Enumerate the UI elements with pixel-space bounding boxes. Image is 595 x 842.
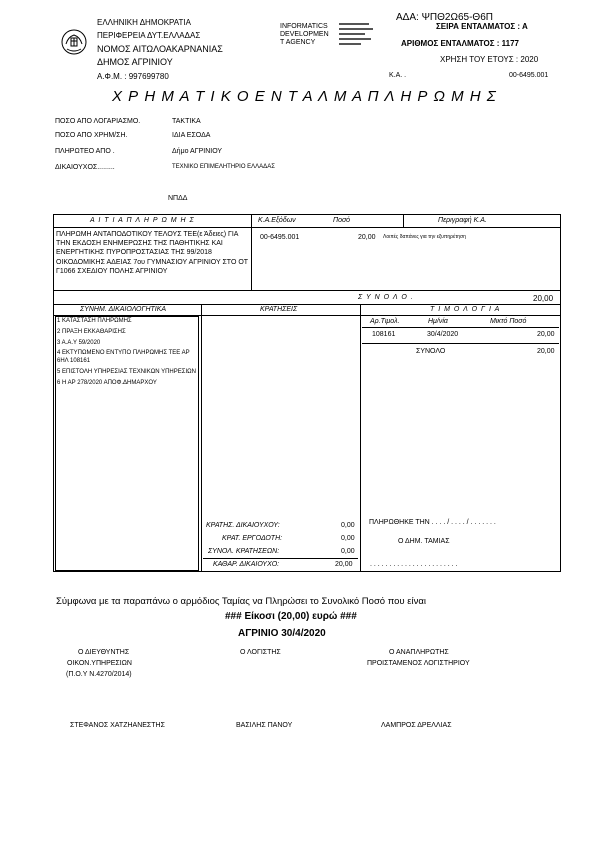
totals-value: 0,00 <box>341 535 355 542</box>
field-value: ΤΑΚΤΙΚΑ <box>172 118 201 125</box>
field-label: ΔΙΚΑΙΟΥΧΟΣ......... <box>55 164 115 171</box>
paid-date-line: ΠΛΗΡΩΘΗΚΕ ΤΗΝ . . . . / . . . . / . . . . . . . <box>369 519 496 526</box>
list-item: 3 Α.Α.Υ 59/2020 <box>57 339 101 346</box>
org-line: ΠΕΡΙΦΕΡΕΙΑ ΔΥΤ.ΕΛΛΑΔΑΣ <box>97 31 201 40</box>
director-title: (Π.Ο.Υ Ν.4270/2014) <box>66 671 132 678</box>
amount-header: Ποσό <box>333 217 351 224</box>
company-line: T AGENCY <box>280 39 316 46</box>
fiscal-year: ΧΡΗΣΗ ΤΟΥ ΕΤΟΥΣ : 2020 <box>440 55 539 64</box>
field-value: ΤΕΧΝΙΚΟ ΕΠΙΜΕΛΗΤΗΡΙΟ ΕΛΛΑΔΑΣ <box>172 164 275 170</box>
ka-label: Κ.Α. . <box>389 72 407 79</box>
treasurer-label: Ο ΔΗΜ. ΤΑΜΙΑΣ <box>398 538 450 545</box>
totals-value: 20,00 <box>335 561 353 568</box>
order-number: ΑΡΙΘΜΟΣ ΕΝΤΑΛΜΑΤΟΣ : 1177 <box>401 39 519 48</box>
totals-value: 0,00 <box>341 522 355 529</box>
signatory-name: ΣΤΕΦΑΝΟΣ ΧΑΤΖΗΑΝΕΣΤΗΣ <box>70 722 165 729</box>
invoice-number: 108161 <box>372 331 396 338</box>
list-item: 4 ΕΚΤΥΠΩΜΕΝΟ ΕΝΤΥΠΟ ΠΛΗΡΩΜΗΣ ΤΕΕ ΑΡ 6ΗΛ 108161 <box>57 350 190 365</box>
payment-cause: ΠΛΗΡΩΜΗ ΑΝΤΑΠΟΔΟΤΙΚΟΥ ΤΕΛΟΥΣ ΤΕΕ(ε Άδειες) ΓΙΑ ΤΗΝ ΕΚΔΟΣΗ ΕΝΗΜΕΡΩΣΗΣ ΤΗΣ ΠΑΘΗΤΙΚΗΣ ΚΑΙ ΕΝΕΡΓΗΤΙΚΗΣ ΠΥΡΟΠΡΟΣΤΑΣΙΑΣ ΤΗΣ 99/2018 ΟΙΚΟΔΟΜΙΚΗΣ ΑΔΕΙΑΣ 7ου ΓΥΜΝΑΣΙΟΥ ΑΓΡΙΝΙΟΥ ΣΤΟ ΟΤ Γ1066 ΣΧΕΔΙΟΥ ΠΟΛΗΣ ΑΓΡΙΝΙΟΥ <box>56 231 248 275</box>
docs-items <box>57 318 197 388</box>
ada-number: ΑΔΑ: ΨΠΘ2Ω65-Θ6Π <box>396 12 493 23</box>
amount-in-words: ### Είκοσι (20,00) ευρώ ### <box>225 611 357 622</box>
deputy-title: Ο ΑΝΑΠΛΗΡΩΤΗΣ <box>389 649 449 656</box>
treasurer-signature-line: . . . . . . . . . . . . . . . . . . . . . . . <box>370 561 458 568</box>
director-title: ΟΙΚΟΝ.ΥΠΗΡΕΣΙΩΝ <box>67 660 132 667</box>
invoice-total-value: 20,00 <box>537 348 555 355</box>
description-header: Περιγραφή Κ.Α. <box>438 217 487 224</box>
field-label: ΠΛΗΡΩΤΕΟ ΑΠΟ . <box>55 148 115 155</box>
list-item: 1 ΚΑΤΑΣΤΑΣΗ ΠΛΗΡΩΜΗΣ <box>57 318 132 324</box>
deputy-title: ΠΡΟΙΣΤΑΜΕΝΟΣ ΛΟΓΙΣΤΗΡΙΟΥ <box>367 660 470 667</box>
invoice-col-amount: Μικτό Ποσό <box>490 318 527 325</box>
field-label: ΠΟΣΟ ΑΠΟ ΛΟΓΑΡΙΑΣΜΟ. <box>55 118 141 125</box>
place-date: ΑΓΡΙΝΙΟ 30/4/2020 <box>238 628 326 639</box>
series: ΣΕΙΡΑ ΕΝΤΑΛΜΑΤΟΣ : Α <box>436 22 528 31</box>
signatory-name: ΛΑΜΠΡΟΣ ΔΡΕΛΛΙΑΣ <box>381 722 452 729</box>
invoices-header: Τ Ι Μ Ο Λ Ο Γ Ι Α <box>430 306 501 313</box>
field-value: ΙΔΙΑ ΕΣΟΔΑ <box>172 132 211 139</box>
list-item: 5 ΕΠΙΣΤΟΛΗ ΥΠΗΡΕΣΙΑΣ ΤΕΧΝΙΚΩΝ ΥΠΗΡΕΣΙΩΝ <box>57 368 196 375</box>
payment-statement: Σύμφωνα με τα παραπάνω ο αρμόδιος Ταμίας να Πληρώσει το Συνολικό Ποσό που είναι <box>56 596 426 607</box>
ka-value: 00-6495.001 <box>509 72 549 79</box>
invoice-total-label: ΣΥΝΟΛΟ <box>416 348 446 355</box>
list-item: 2 ΠΡΑΞΗ ΕΚΚΑΘΑΡΙΣΗΣ <box>57 328 126 335</box>
row-description: Λοιπές δαπάνες για την εξυπηρέτηση <box>383 234 466 240</box>
total-value: 20,00 <box>533 294 554 303</box>
row-amount: 20,00 <box>358 234 376 241</box>
invoice-col-number: Αρ.Τιμολ. <box>370 318 400 325</box>
org-line: ΝΟΜΟΣ ΑΙΤΩΛΟΑΚΑΡΝΑΝΙΑΣ <box>97 44 223 54</box>
greek-emblem-icon <box>60 28 88 56</box>
field-label: ΠΟΣΟ ΑΠΟ ΧΡΗΜ/ΣΗ. <box>55 132 128 139</box>
totals-label: ΚΑΘΑΡ. ΔΙΚΑΙΟΥΧΟ: <box>213 561 280 568</box>
row-ka: 00-6495.001 <box>260 234 300 241</box>
totals-label: ΣΥΝΟΛ. ΚΡΑΤΗΣΕΩΝ: <box>208 548 280 555</box>
ka-header: Κ.Α.Εξόδων <box>258 217 296 224</box>
page-title: Χ Ρ Η Μ Α Τ Ι Κ Ο Ε Ν Τ Α Λ Μ Α Π Λ Η Ρ Ω Μ Η Σ <box>112 88 497 105</box>
invoice-col-date: Ημ/νία <box>428 318 448 325</box>
npdd-label: ΝΠΔΔ <box>168 195 188 202</box>
totals-value: 0,00 <box>341 548 355 555</box>
invoice-date: 30/4/2020 <box>427 331 459 338</box>
accountant-title: Ο ΛΟΓΙΣΤΗΣ <box>240 649 281 656</box>
org-line: ΕΛΛΗΝΙΚΗ ΔΗΜΟΚΡΑΤΙΑ <box>97 18 191 27</box>
director-title: Ο ΔΙΕΥΘΥΝΤΗΣ <box>78 649 130 656</box>
total-label: Σ Υ Ν Ο Λ Ο . <box>358 294 414 301</box>
company-logo-icon <box>339 22 375 48</box>
list-item: 6 Η ΑΡ 278/2020 ΑΠΟΦ.ΔΗΜΑΡΧΟΥ <box>57 379 157 386</box>
field-value: Δήμο ΑΓΡΙΝΙΟΥ <box>172 148 223 155</box>
signatory-name: ΒΑΣΙΛΗΣ ΠΑΝΟΥ <box>236 722 293 729</box>
company-line: INFORMATICS <box>280 23 328 30</box>
invoice-amount: 20,00 <box>537 331 555 338</box>
company-line: DEVELOPMEN <box>280 31 329 38</box>
org-line: ΔΗΜΟΣ ΑΓΡΙΝΙΟΥ <box>97 57 173 67</box>
cause-header: Α Ι Τ Ι Α Π Λ Η Ρ Ω Μ Η Σ <box>90 217 195 224</box>
totals-label: ΚΡΑΤ. ΕΡΓΟΔΟΤΗ: <box>222 535 283 542</box>
deductions-header: ΚΡΑΤΗΣΕΙΣ <box>260 306 298 313</box>
afm: Α.Φ.Μ. : 997699780 <box>97 72 169 81</box>
totals-label: ΚΡΑΤΗΣ. ΔΙΚΑΙΟΥΧΟΥ: <box>206 522 280 529</box>
docs-header: ΣΥΝΗΜ. ΔΙΚΑΙΟΛΟΓΗΤΙΚΑ <box>80 306 167 313</box>
